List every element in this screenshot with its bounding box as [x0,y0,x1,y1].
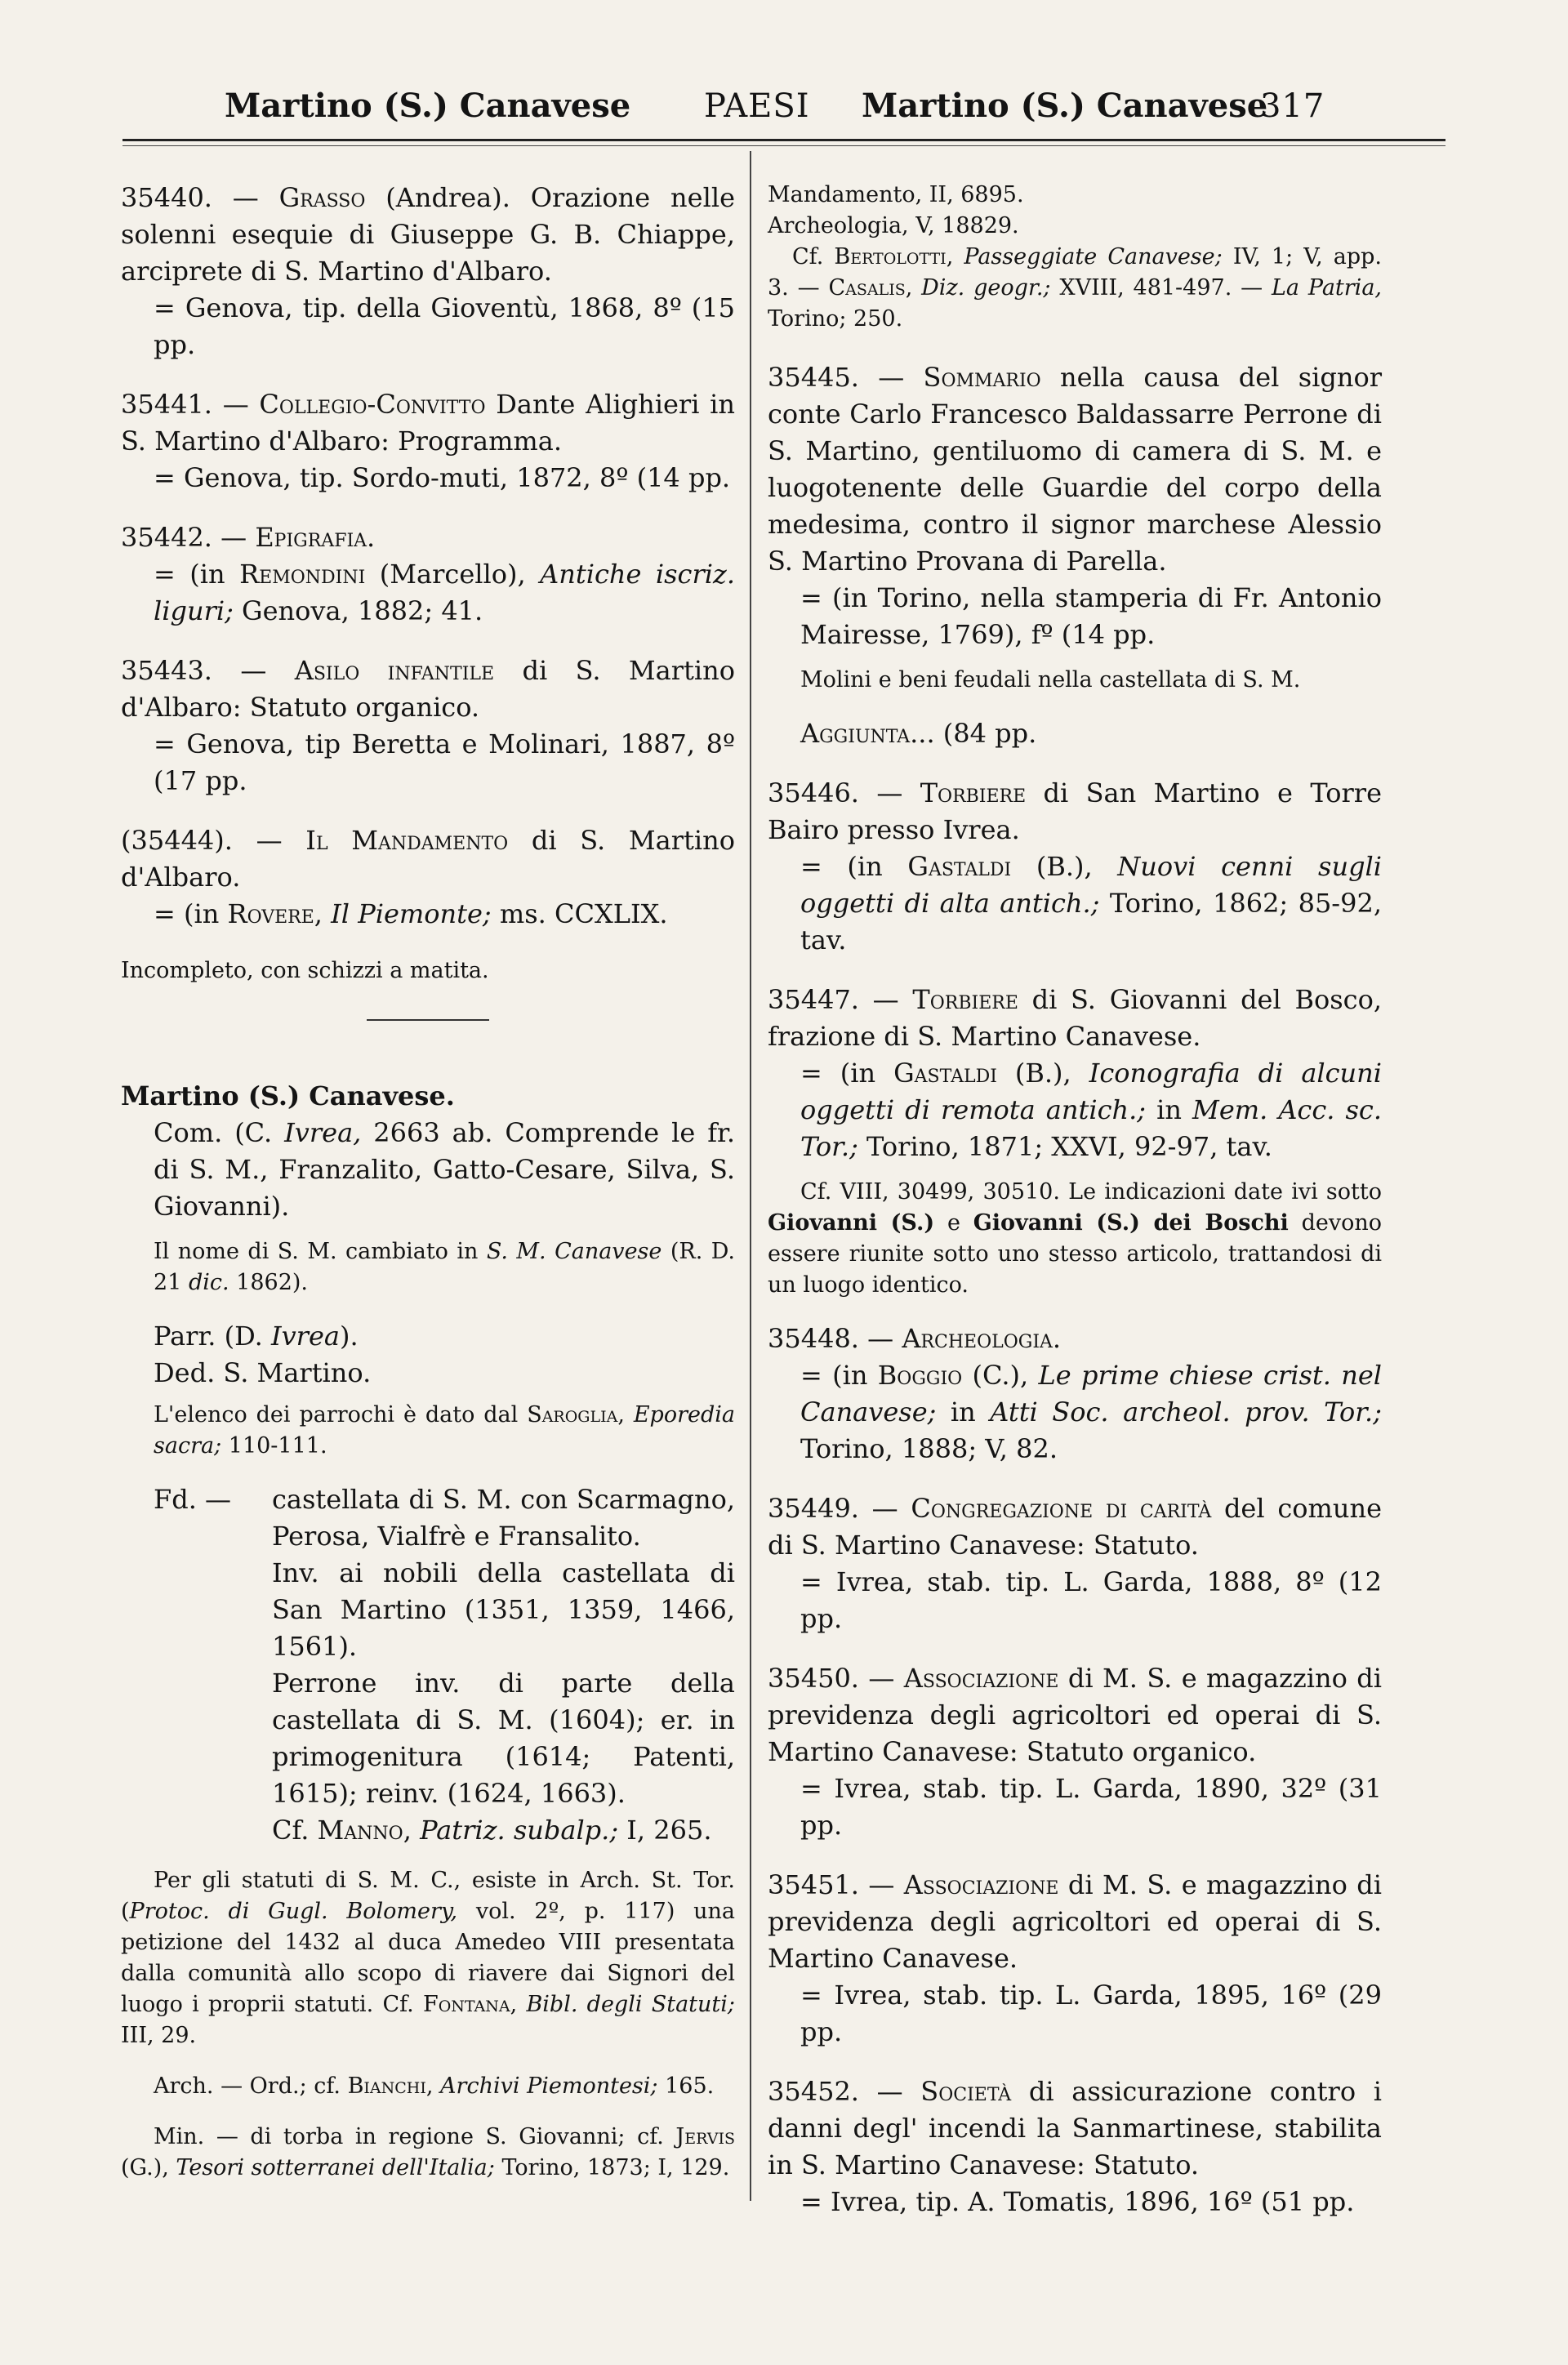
entry-publication: = (in Torino, nella stamperia di Fr. Antonio Mairesse, 1769), fº (14 pp. [800,582,1382,650]
entry-publication: = Genova, tip Beretta e Molinari, 1887, 8º (17 pp. [154,728,735,796]
entry-note: Incompleto, con schizzi a matita. [121,958,489,983]
entry-author: Associazione [903,1869,1059,1900]
entry-35451: 35451. — Associazione di M. S. e magazzino di previdenza degli agricoltori ed operai di S. Martino Canavese. = Ivrea, stab. tip. L. Garda, 1895, 16º (29 pp. [768,1867,1382,2051]
feudo-cf: Cf. Manno, Patriz. subalp.; I, 265. [272,1815,712,1846]
place-note-name: Il nome di S. M. cambiato in S. M. Canavese (R. D. 21 dic. 1862). [154,1239,735,1295]
running-header [122,80,1446,137]
entry-35446: 35446. — Torbiere di San Martino e Torre Bairo presso Ivrea. = (in Gastaldi (B.), Nuovi cenni sugli oggetti di alta antich.; Torino, 1862; 85-92, tav. [768,775,1382,959]
entry-author: Grasso [278,182,366,213]
feudo-text: castellata di S. M. con Scarmagno, Perosa, Vialfrè e Fransalito. [272,1484,735,1552]
entry-author: Epigrafia. [255,522,376,553]
header-rule-thin [122,145,1446,146]
entry-author: Il Mandamento [305,825,509,856]
header-rule [122,139,1446,141]
entry-publication: = (in Gastaldi (B.), Nuovi cenni sugli oggetti di alta antich.; Torino, 1862; 85-92, tav. [800,851,1383,955]
entry-35442: 35442. — Epigrafia. = (in Remondini (Marcello), Antiche iscriz. liguri; Genova, 1882; 41. [121,519,735,630]
entry-35445: 35445. — Sommario nella causa del signor conte Carlo Francesco Baldassarre Perrone di S. Martino, gentiluomo di camera di S. M. e luogotenente delle Guardie del corpo della medesima, contro il signor marchese Alessio S. Martino Provana di Parella. = (in Torino, nella stamperia di Fr. Antonio Mairesse, 1769), fº (14 pp. [768,359,1382,653]
entry-author: Associazione [903,1663,1059,1694]
place-note-parroci: L'elenco dei parrochi è dato dal Saroglia, Eporedia sacra; 110-111. [154,1402,735,1459]
entry-author: Congregazione di carità [911,1493,1212,1524]
feudo-label: Fd. — [154,1484,232,1515]
place-note-miniere: Min. — di torba in regione S. Giovanni; cf. Jervis (G.), Tesori sotterranei dell'Italia; Torino, 1873; I, 129. [121,2124,735,2180]
place-com: Com. (C. Ivrea, 2663 ab. Comprende le fr. di S. M., Franzalito, Gatto-Cesare, Silva, S. Giovanni). [154,1117,736,1222]
entry-author: Torbiere [920,777,1027,808]
entry-publication: = (in Remondini (Marcello), Antiche iscriz. liguri; Genova, 1882; 41. [154,559,736,626]
entry-author: Archeologia. [902,1323,1062,1354]
place-feudo [121,1481,735,1849]
column-divider [750,151,751,2201]
entry-note: Cf. VIII, 30499, 30510. Le indicazioni date ivi sotto Giovanni (S.) e Giovanni (S.) dei Boschi devono essere riunite sotto uno stesso articolo, trattandosi di un luogo identico. [768,1179,1382,1298]
right-column [768,180,1382,2243]
feudo-perrone: Perrone inv. di parte della castellata di S. M. (1604); er. in primogenitura (1614; Patenti, 1615); reinv. (1624, 1663). [272,1668,735,1809]
entry-publication: = Ivrea, stab. tip. L. Garda, 1895, 16º (29 pp. [800,1980,1382,2047]
entry-author: Sommario [923,362,1041,393]
place-note-archivio: Arch. — Ord.; cf. Bianchi, Archivi Piemontesi; 165. [154,2073,715,2099]
entry-publication: = Genova, tip. della Gioventù, 1868, 8º (15 pp. [154,292,735,360]
entry-author: Asilo infantile [294,655,495,686]
entry-author: Torbiere [912,984,1018,1015]
continuation-notes: Mandamento, II, 6895. Archeologia, V, 18829. Cf. Bertolotti, Passeggiate Canavese; IV, 1; V, app. 3. — Casalis, Diz. geogr.; XVIII, 481-497. — La Patria, Torino; 250. [768,182,1382,332]
section-separator [367,1019,489,1021]
entry-35448: 35448. — Archeologia. = (in Boggio (C.), Le prime chiese crist. nel Canavese; in Atti Soc. archeol. prov. Tor.; Torino, 1888; V, 82. [768,1321,1382,1468]
place-note-statuti: Per gli statuti di S. M. C., esiste in Arch. St. Tor. (Protoc. di Gugl. Bolomery, vol. 2º, p. 117) una petizione del 1432 al duca Amedeo VIII presentata dalla comunità allo scopo di riavere dai Signori del luogo i proprii statuti. Cf. Fontana, Bibl. degli Statuti; III, 29. [121,1868,735,2048]
entry-author: Collegio-Convitto [259,389,486,420]
page-number: 317 [1260,87,1325,125]
entry-35450: 35450. — Associazione di M. S. e magazzino di previdenza degli agricoltori ed operai di S. Martino Canavese: Statuto organico. = Ivrea, stab. tip. L. Garda, 1890, 32º (31 pp. [768,1660,1382,1844]
entry-35440: 35440. — Grasso (Andrea). Orazione nelle solenni esequie di Giuseppe G. B. Chiappe, arciprete di S. Martino d'Albaro. = Genova, tip. della Gioventù, 1868, 8º (15 pp. [121,180,735,363]
entry-addendum: Aggiunta... (84 pp. [800,718,1037,749]
entry-publication: = Ivrea, tip. A. Tomatis, 1896, 16º (51 pp. [800,2186,1355,2217]
entry-publication: = Ivrea, stab. tip. L. Garda, 1890, 32º (31 pp. [800,1773,1382,1841]
header-left-title: Martino (S.) Canavese [225,87,631,125]
place-heading: Martino (S.) Canavese. [121,1080,455,1111]
entry-note: Molini e beni feudali nella castellata di S. M. [800,667,1301,693]
header-right-title: Martino (S.) Canavese [862,87,1268,125]
entry-35441: 35441. — Collegio-Convitto Dante Alighieri in S. Martino d'Albaro: Programma. = Genova, tip. Sordo-muti, 1872, 8º (14 pp. [121,386,735,497]
feudo-investiture: Inv. ai nobili della castellata di San Martino (1351, 1359, 1466, 1561). [272,1557,735,1662]
entry-35444: (35444). — Il Mandamento di S. Martino d'Albaro. = (in Rovere, Il Piemonte; ms. CCXLIX. [121,822,735,933]
entry-35447: 35447. — Torbiere di S. Giovanni del Bosco, frazione di S. Martino Canavese. = (in Gastaldi (B.), Iconografia di alcuni oggetti di remota antich.; in Mem. Acc. sc. Tor.; Torino, 1871; XXVI, 92-97, tav. [768,982,1382,1165]
entry-35452: 35452. — Società di assicurazione contro i danni degl' incendi la Sanmartinese, stabilita in S. Martino Canavese: Statuto. = Ivrea, tip. A. Tomatis, 1896, 16º (51 pp. [768,2073,1382,2220]
place-dedication: Ded. S. Martino. [154,1357,372,1388]
entry-publication: = (in Rovere, Il Piemonte; ms. CCXLIX. [154,898,668,929]
entry-publication: = Genova, tip. Sordo-muti, 1872, 8º (14 pp. [154,462,731,493]
entry-35443: 35443. — Asilo infantile di S. Martino d'Albaro: Statuto organico. = Genova, tip Beretta e Molinari, 1887, 8º (17 pp. [121,652,735,799]
header-section: PAESI [704,87,810,125]
left-column [121,180,735,2203]
entry-publication: = (in Gastaldi (B.), Iconografia di alcuni oggetti di remota antich.; in Mem. Acc. sc. Tor.; Torino, 1871; XXVI, 92-97, tav. [800,1058,1383,1162]
place-parish: Parr. (D. Ivrea). Ded. S. Martino. [121,1318,735,1392]
entry-publication: = (in Boggio (C.), Le prime chiese crist. nel Canavese; in Atti Soc. archeol. prov. Tor.; Torino, 1888; V, 82. [800,1360,1383,1464]
entry-author: Società [920,2076,1012,2107]
entry-35449: 35449. — Congregazione di carità del comune di S. Martino Canavese: Statuto. = Ivrea, stab. tip. L. Garda, 1888, 8º (12 pp. [768,1490,1382,1637]
entry-publication: = Ivrea, stab. tip. L. Garda, 1888, 8º (12 pp. [800,1566,1382,1634]
place-entry [121,1078,735,1225]
